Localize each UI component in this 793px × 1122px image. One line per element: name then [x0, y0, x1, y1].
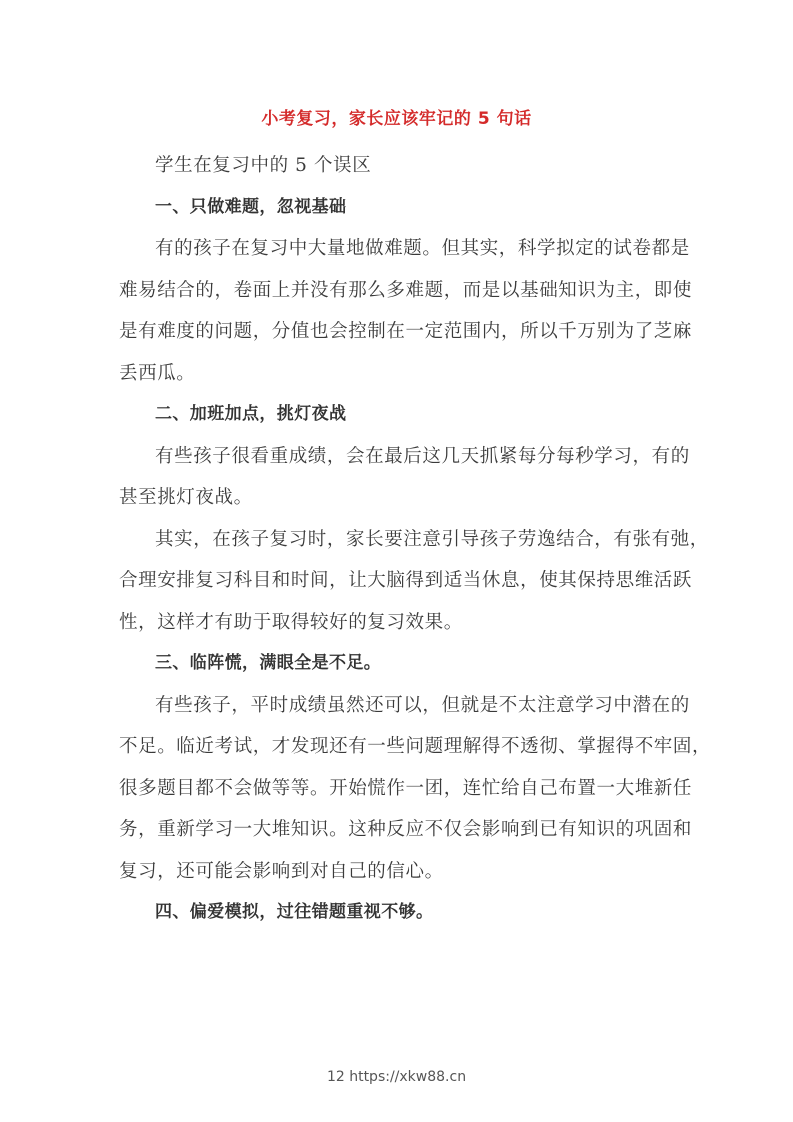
section-heading-1: 一、只做难题，忽视基础 [155, 196, 347, 217]
section-1-paragraph-1 [119, 228, 693, 394]
text-line: 甚至挑灯夜战。 [119, 487, 253, 508]
text-line: 性，这样才有助于取得较好的复习效果。 [119, 611, 463, 633]
subtitle: 学生在复习中的 5 个误区 [155, 155, 372, 176]
text-line: 有些孩子，平时成绩虽然还可以，但就是不太注意学习中潜在的 [155, 694, 690, 716]
page-title: 小考复习，家长应该牢记的 5 句话 [261, 109, 532, 129]
document-body [119, 145, 712, 934]
text-line: 是有难度的问题，分值也会控制在一定范围内，所以千万别为了芝麻 [119, 321, 693, 342]
section-2-paragraph-1 [119, 436, 690, 519]
text-line: 难易结合的，卷面上并没有那么多难题，而是以基础知识为主，即使 [119, 279, 693, 301]
text-line: 务，重新学习一大堆知识。这种反应不仅会影响到已有知识的巩固和 [119, 819, 693, 840]
text-line: 复习，还可能会影响到对自己的信心。 [119, 860, 444, 882]
text-line: 有的孩子在复习中大量地做难题。但其实，科学拟定的试卷都是 [155, 238, 690, 259]
section-heading-2: 二、加班加点，挑灯夜战 [155, 404, 347, 424]
text-line: 其实，在孩子复习时，家长要注意引导孩子劳逸结合，有张有弛， [155, 528, 709, 550]
section-heading-4: 四、偏爱模拟，过往错题重视不够。 [155, 902, 434, 922]
section-3-paragraph-1 [119, 685, 712, 893]
section-heading-3: 三、临阵慌，满眼全是不足。 [155, 653, 382, 673]
page-footer: 12 https://xkw88.cn [326, 1069, 467, 1085]
text-line: 合理安排复习科目和时间，让大脑得到适当休息，使其保持思维活跃 [119, 570, 693, 591]
text-line: 很多题目都不会做等等。开始慌作一团，连忙给自己布置一大堆新任 [119, 777, 693, 799]
section-2-paragraph-2 [119, 519, 709, 644]
text-line: 丢西瓜。 [119, 362, 196, 384]
text-line: 有些孩子很看重成绩，会在最后这几天抓紧每分每秒学习，有的 [155, 445, 690, 467]
text-line: 不足。临近考试，才发现还有一些问题理解得不透彻、掌握得不牢固， [119, 736, 712, 757]
